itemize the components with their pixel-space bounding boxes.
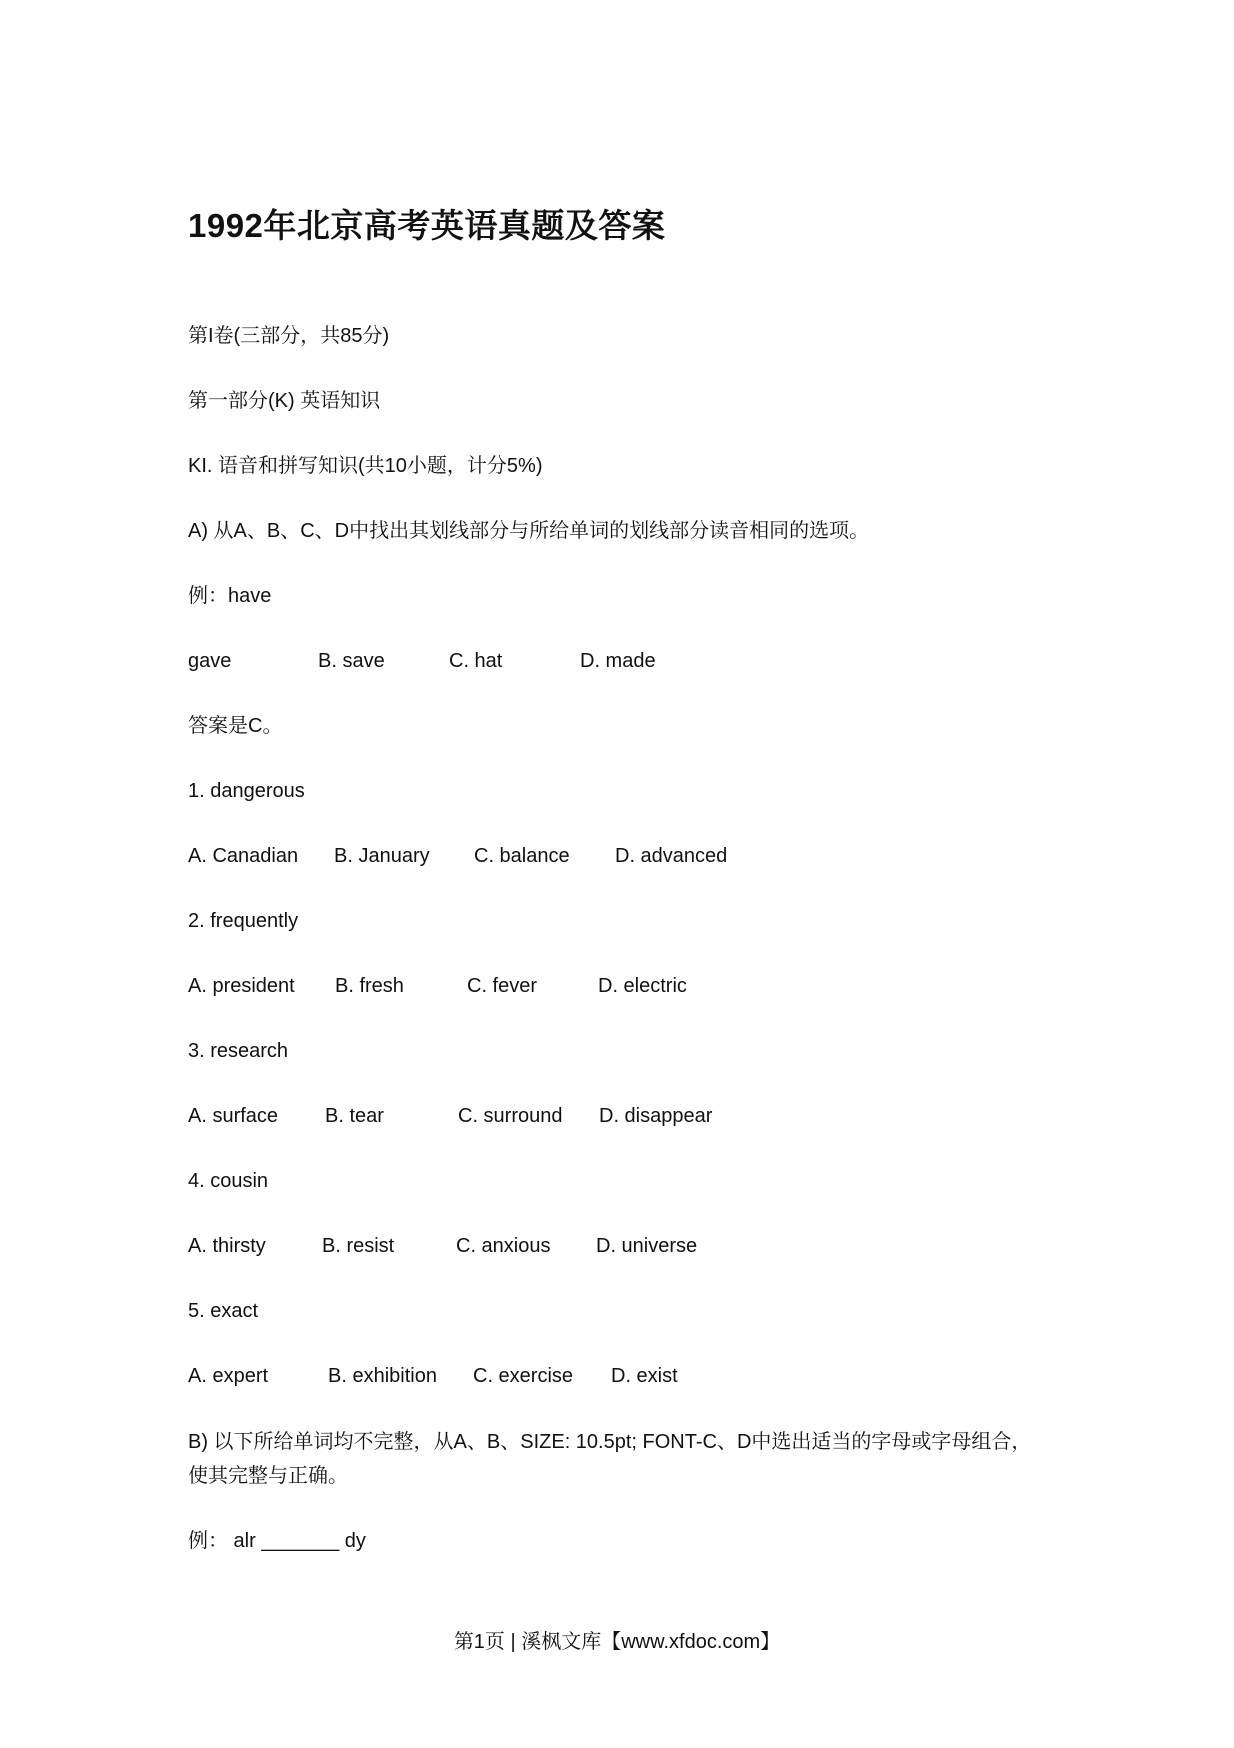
question-options: [188, 973, 1088, 999]
example-option: B. save: [318, 650, 385, 672]
question-options: [188, 1363, 1088, 1389]
option: C. balance: [474, 845, 570, 867]
example-b: 例： alr _______ dy: [188, 1530, 366, 1552]
question-options: [188, 1233, 1088, 1259]
option: A. president: [188, 975, 295, 997]
example-option: gave: [188, 650, 232, 672]
question-stem: 1. dangerous: [188, 780, 305, 802]
option: C. anxious: [456, 1235, 551, 1257]
part-heading: 第一部分(K) 英语知识: [188, 390, 381, 412]
option: D. electric: [598, 975, 687, 997]
option: A. expert: [188, 1365, 269, 1387]
option: B. fresh: [335, 975, 404, 997]
option: C. surround: [458, 1105, 563, 1127]
question-stem: 3. research: [188, 1040, 289, 1062]
option: A. thirsty: [188, 1235, 266, 1257]
section-b-instruction: B) 以下所给单词均不完整，从A、B、SIZE: 10.5pt; FONT-C、D中选出适当的字母或字母组合，使其完整与正确。: [188, 1431, 1032, 1487]
option: D. exist: [611, 1365, 678, 1387]
option: C. fever: [467, 975, 538, 997]
section-heading: KI. 语音和拼写知识(共10小题，计分5%): [188, 455, 543, 477]
section-a-instruction: A) 从A、B、C、D中找出其划线部分与所给单词的划线部分读音相同的选项。: [188, 520, 870, 542]
page-footer: 第1页 | 溪枫文库【www.xfdoc.com】: [453, 1631, 781, 1653]
document-title: 1992年北京高考英语真题及答案: [188, 207, 666, 244]
option: C. exercise: [473, 1365, 574, 1387]
example-option: C. hat: [449, 650, 503, 672]
option: B. tear: [325, 1105, 384, 1127]
option: D. disappear: [599, 1105, 713, 1127]
question-stem: 4. cousin: [188, 1170, 269, 1192]
question-options: [188, 843, 1088, 869]
option: B. exhibition: [328, 1365, 437, 1387]
example-answer: 答案是C。: [188, 715, 283, 737]
option: A. surface: [188, 1105, 279, 1127]
example-options: [188, 648, 1088, 674]
option: B. resist: [322, 1235, 395, 1257]
question-stem: 2. frequently: [188, 910, 299, 932]
option: A. Canadian: [188, 845, 299, 867]
option: D. universe: [596, 1235, 698, 1257]
option: D. advanced: [615, 845, 728, 867]
example-prompt: 例：have: [188, 585, 272, 607]
example-option: D. made: [580, 650, 656, 672]
question-stem: 5. exact: [188, 1300, 259, 1322]
volume-heading: 第I卷(三部分，共85分): [188, 325, 390, 347]
question-options: [188, 1103, 1088, 1129]
option: B. January: [334, 845, 430, 867]
